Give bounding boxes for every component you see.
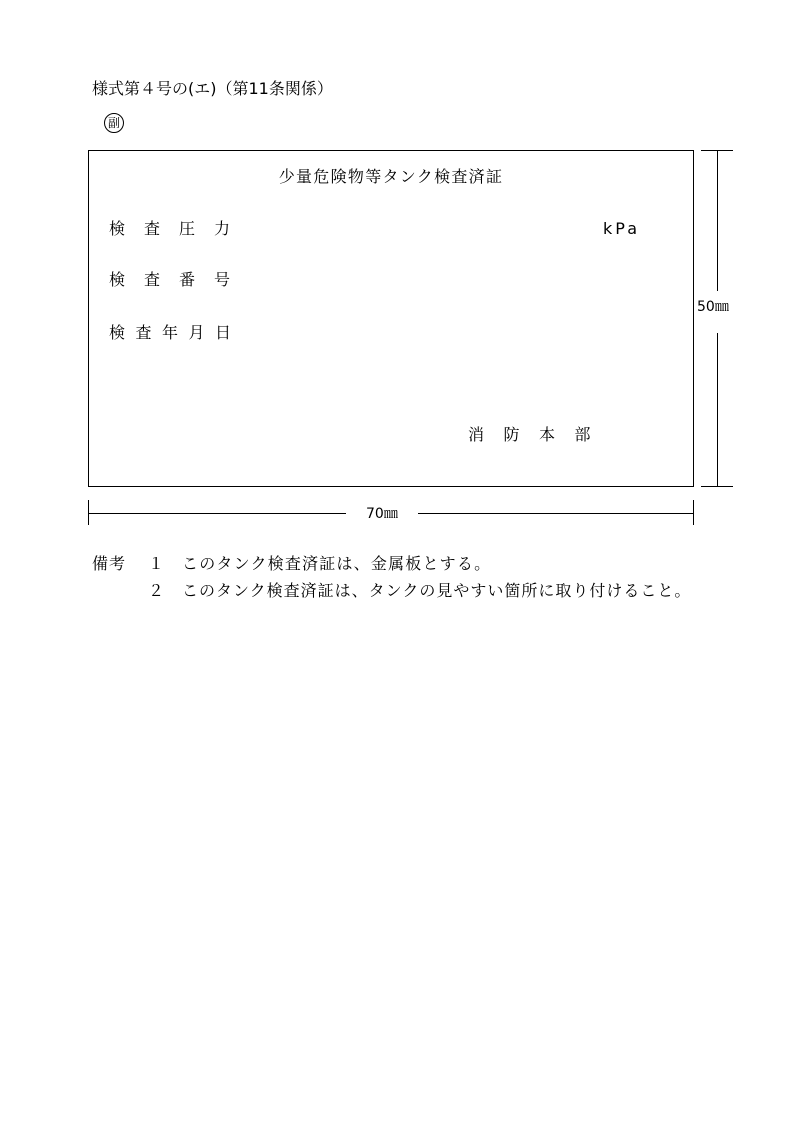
field-unit-pressure: kPa [603,219,640,238]
certificate-box [88,150,694,487]
note-text: このタンク検査済証は、金属板とする。 [182,554,492,573]
copy-mark-circle: 副 [104,113,124,133]
field-label-inspection-pressure: 検査圧力 [109,219,250,238]
note-number: ２ [148,581,165,600]
width-dimension-line-left [88,513,346,514]
issuer-fire-department: 消防本部 [468,425,611,444]
height-dimension-label: 50㎜ [697,299,729,315]
height-dimension-line-upper [717,150,718,291]
width-dimension-line-right [418,513,694,514]
field-label-inspection-number: 検査番号 [109,270,250,289]
notes-heading: 備考 [92,554,127,573]
field-label-inspection-date: 検査年月日 [109,323,242,342]
form-number: 様式第４号の(エ)（第11条関係） [92,79,333,98]
width-dimension-label: 70㎜ [366,506,398,522]
note-number: １ [148,554,165,573]
certificate-title: 少量危険物等タンク検査済証 [278,167,504,186]
height-dimension-line-lower [717,333,718,487]
note-text: このタンク検査済証は、タンクの見やすい箇所に取り付けること。 [182,581,692,600]
